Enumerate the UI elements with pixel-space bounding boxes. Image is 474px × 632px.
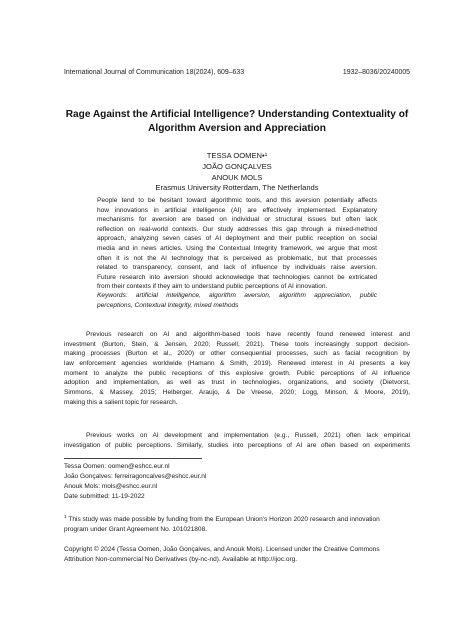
abstract-line: from their contexts if they aim to understand public perceptions of AI innovation. (97, 283, 328, 291)
body-paragraph (64, 431, 410, 450)
title-line: Algorithm Aversion and Appreciation (148, 123, 326, 134)
author-name: JOÃO GONÇALVES (202, 161, 272, 171)
author-name: ANOUK MOLS (211, 172, 263, 182)
keywords-list: artificial intelligence, algorithm aversion, algorithm appreciation, public (135, 292, 377, 299)
keywords-line (97, 291, 377, 301)
keywords (97, 291, 377, 310)
body-line: making processes (Burton et al., 2020) or other consequential processes, such as facial recognition by (64, 350, 410, 358)
abstract-line: media and in news articles. Using the Contextual Integrity framework, we argue that most (97, 244, 377, 252)
body-line: Previous works on AI development and implementation (e.g., Russell, 2021) often lack empirical (86, 432, 410, 439)
article-title (64, 108, 410, 136)
abstract-line: often it is not the AI technology that is perceived as problematic, but that processes (97, 254, 377, 262)
abstract-line: approach, analyzing seven cases of AI deployment and their public reception on social (97, 235, 377, 243)
abstract-line: related to transparency, consent, and lack of influence by individuals raise aversion. (97, 264, 377, 272)
abstract (97, 196, 377, 292)
issn-number: 1932–8036/20240005 (342, 69, 410, 76)
body-line: making this a salient topic for research. (64, 398, 178, 406)
copyright-line: Copyright © 2024 (Tessa Oomen, João Gonçalves, and Anouk Mols). Licensed under the Creative Commons (64, 546, 380, 553)
body-line: law enforcement agencies worldwide (Hamann & Smith, 2019). Renewed interest in AI presents a key (64, 359, 410, 367)
author-name: TESSA OOMEN•¹ (206, 151, 268, 160)
author-block (64, 151, 410, 194)
contact-line: Tessa Oomen: oomen@eshcc.eur.nl (64, 463, 170, 470)
body-line: Previous research on AI and algorithm-based tools have recently found renewed interest and (86, 331, 410, 338)
contact-line: Anouk Mols: mols@eshcc.eur.nl (64, 483, 158, 490)
running-header (64, 69, 410, 76)
body-line: Simmons, & Massey, 2015; Helberger, Araujo, & De Vreese, 2020; Logg, Minson, & Moore, 2019), (64, 388, 410, 396)
funding-footnote (64, 513, 410, 534)
abstract-line: Future research into aversion should acknowledge that technologies cannot be extricated (97, 273, 377, 281)
body-line: adoption and implementation, as well as trust in technologies, organizations, and society (Dietvorst, (64, 379, 410, 387)
footnote-line: $^1$ This study was made possible by funding from the European Union’s Horizon 2020 research and innovation (64, 515, 380, 523)
abstract-line: reflection on real-world contexts. Our study addresses this gap through a mixed-method (97, 225, 377, 233)
abstract-line: People tend to be hesitant toward algorithmic tools, and this aversion potentially affects (97, 197, 377, 204)
copyright-notice (64, 545, 410, 564)
body-line: investigation of public perceptions. Similarly, studies into perceptions of AI are often based on experiments (64, 441, 410, 449)
abstract-line: mechanisms for aversion are based on individual or structural issues but often lack (97, 216, 377, 224)
title-line: Rage Against the Artificial Intelligence? Understanding Contextuality of (65, 109, 409, 120)
contact-line: João Gonçalves: ferreiragoncalves@eshcc.eur.nl (64, 473, 207, 480)
journal-citation: International Journal of Communication 18(2024), 609–633 (64, 69, 245, 76)
footnote-marker: 1 (64, 515, 67, 520)
abstract-line: how innovations in artificial intelligence (AI) are effectively implemented. Explanatory (97, 206, 377, 214)
author-contacts (64, 462, 410, 502)
footnote-divider (64, 458, 202, 459)
author-affiliation: Erasmus University Rotterdam, The Netherlands (155, 183, 319, 193)
footnote-line: program under Grant Agreement No. 101021808. (64, 525, 208, 533)
keywords-line: perceptions, Contextual Integrity, mixed methods (97, 301, 239, 309)
copyright-line: Attribution Non-commercial No Derivatives (by-nc-nd). Available at http://ijoc.org. (64, 555, 298, 563)
keywords-label: Keywords: (97, 292, 128, 299)
body-line: moment to analyze the public receptions of this explosive growth. Public perceptions of AI influence (64, 369, 410, 377)
body-paragraph (64, 330, 410, 407)
body-line: investment (Burton, Stein, & Jensen, 2020; Russell, 2021). These tools increasingly support decision- (64, 340, 410, 348)
date-submitted: Date submitted: 11-19-2022 (64, 493, 145, 500)
